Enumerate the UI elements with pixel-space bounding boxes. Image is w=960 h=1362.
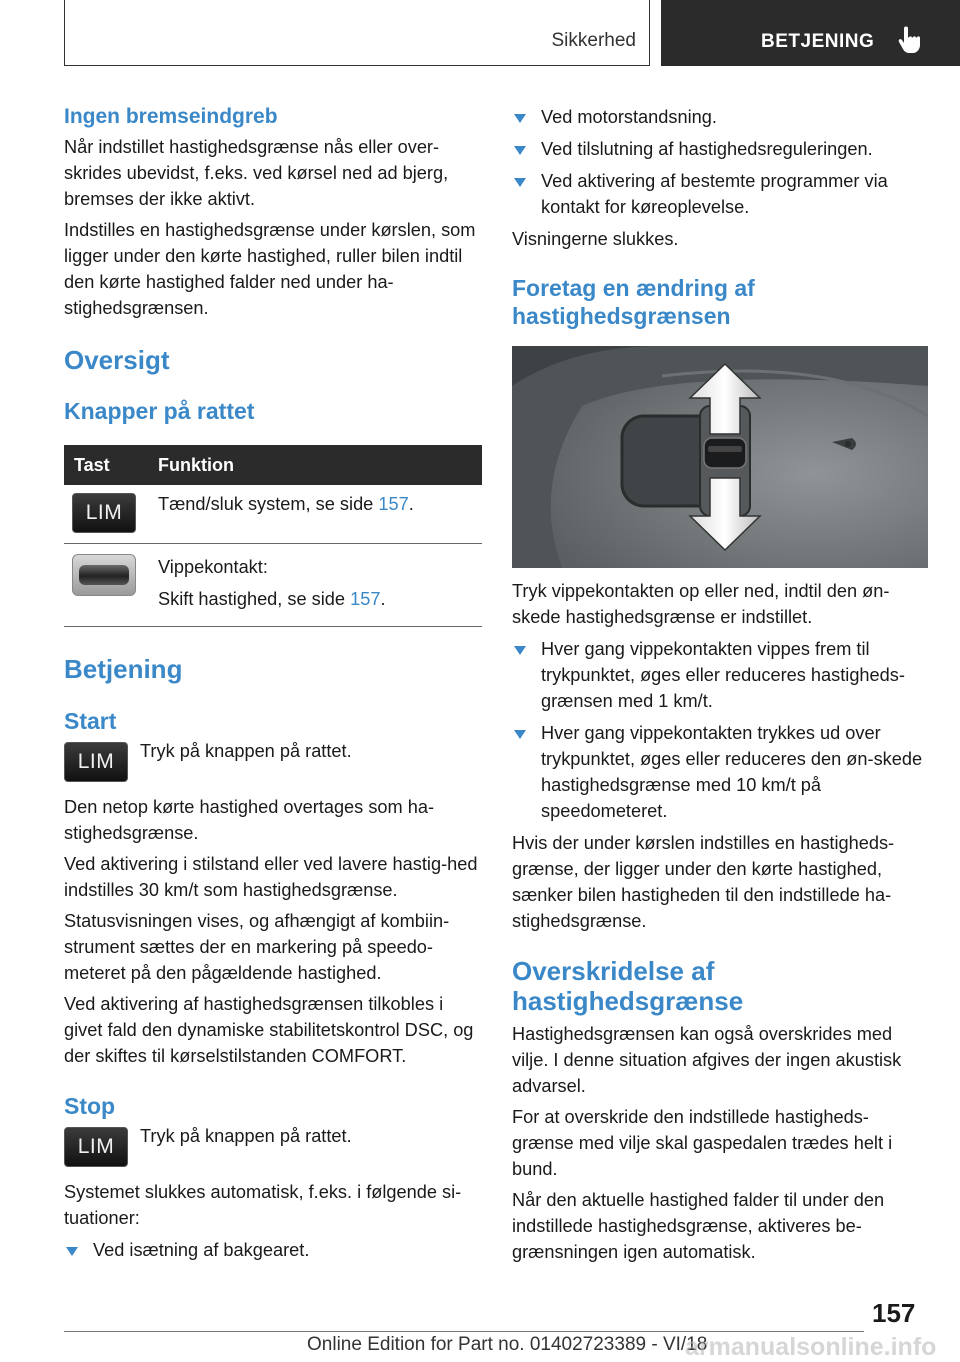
instruction-text: Tryk på knappen på rattet. — [140, 1126, 352, 1146]
paragraph: Den netop kørte hastighed overtages som ha-stighedsgrænse. — [64, 797, 435, 843]
list-item: Ved tilslutning af hastighedsreguleringen. — [512, 136, 930, 162]
steering-wheel-illustration — [512, 346, 928, 568]
paragraph: Hvis der under kørslen indstilles en hastigheds-grænse, der ligger under den kørte hastighed, sænker bilen hastigheden til den indstillede ha-stighedsgrænse. — [512, 833, 895, 931]
table-col-header: Tast — [64, 445, 158, 485]
header-chapter-tab — [661, 0, 960, 66]
bullet-list — [64, 1237, 482, 1263]
table-row: LIM Tænd/sluk system, se side 157. — [64, 485, 482, 544]
paragraph: Ved aktivering i stilstand eller ved lavere hastig-hed indstilles 30 km/t som hastighedsgrænse. — [64, 854, 478, 900]
table-row: Vippekontakt: Skift hastighed, se side 157. — [64, 544, 482, 627]
heading-exceed-limit: Overskridelse af hastighedsgrænse — [512, 956, 744, 1016]
heading-overview: Oversigt — [64, 345, 170, 375]
table-header-row — [64, 445, 482, 485]
page-link[interactable]: 157 — [378, 494, 409, 514]
rocker-switch-icon — [72, 554, 136, 596]
list-item: Ved isætning af bakgearet. — [64, 1237, 482, 1263]
paragraph: Ved aktivering af hastighedsgrænsen tilkobles i givet fald den dynamiske stabilitetskontrol DSC, og der skiftes til kørselstilstanden COMFORT. — [64, 994, 474, 1066]
footer-divider — [64, 1331, 864, 1332]
table-cell-text: Tænd/sluk system, se side — [158, 494, 379, 514]
page-link[interactable]: 157 — [350, 589, 381, 609]
list-item: Ved aktivering af bestemte programmer via kontakt for køreoplevelse. — [512, 168, 930, 220]
heading-change-limit: Foretag en ændring af hastighedsgrænsen — [512, 275, 755, 329]
header-section-title: Sikkerhed — [551, 30, 636, 51]
lim-button-icon: LIM — [64, 1127, 128, 1167]
stop-instruction — [64, 1123, 482, 1167]
heading-operation: Betjening — [64, 654, 183, 684]
footer-edition: Online Edition for Part no. 01402723389 - VI/18 — [307, 1334, 708, 1355]
page-number: 157 — [872, 1298, 916, 1328]
heading-start: Start — [64, 708, 117, 734]
instruction-text: Tryk på knappen på rattet. — [140, 741, 352, 761]
paragraph: Visningerne slukkes. — [512, 229, 679, 249]
paragraph: Når den aktuelle hastighed falder til under den indstillede hastighedsgrænse, aktiveres be-grænsningen igen automatisk. — [512, 1190, 885, 1262]
bullet-list — [512, 636, 930, 824]
paragraph: Hastighedsgrænsen kan også overskrides med vilje. I denne situation afgives der ingen akustisk advarsel. — [512, 1024, 902, 1096]
paragraph: Når indstillet hastighedsgrænse nås eller over-skrides ubevidst, f.eks. ved kørsel ned ad bjerg, bremses der ikke aktivt. — [64, 137, 449, 209]
start-instruction — [64, 738, 482, 782]
hand-pointer-icon — [898, 26, 922, 54]
paragraph: Statusvisningen vises, og afhængigt af kombiin-strument sættes der en markering på speedo-meteret på den pågældende hastighed. — [64, 911, 450, 983]
keys-table — [64, 445, 482, 627]
paragraph: Indstilles en hastighedsgrænse under kørslen, som ligger under den kørte hastighed, ruller bilen indtil den kørte hastighed falder ned under ha-stighedsgrænsen. — [64, 220, 476, 318]
watermark: armanualsonline.info — [685, 1333, 937, 1361]
heading-no-brake: Ingen bremseindgreb — [64, 105, 278, 128]
left-column — [64, 104, 482, 1269]
list-item: Hver gang vippekontakten vippes frem til trykpunktet, øges eller reduceres hastigheds-grænsen med 1 km/t. — [512, 636, 930, 714]
paragraph: Tryk vippekontakten op eller ned, indtil den øn-skede hastighedsgrænse er indstillet. — [512, 581, 890, 627]
heading-buttons: Knapper på rattet — [64, 398, 255, 424]
list-item: Hver gang vippekontakten trykkes ud over trykpunktet, øges eller reduceres den øn-skede hastighedsgrænse med 10 km/t på speedometeret. — [512, 720, 930, 824]
header-chapter-title: BETJENING — [761, 31, 875, 52]
right-column — [512, 104, 930, 1265]
paragraph: For at overskride den indstillede hastigheds-grænse med vilje skal gaspedalen trædes helt i bund. — [512, 1107, 893, 1179]
bullet-list — [512, 104, 930, 220]
page-header — [64, 0, 960, 66]
table-cell-text: Skift hastighed, se side — [158, 589, 351, 609]
table-cell-text: Vippekontakt: — [158, 557, 268, 577]
heading-stop: Stop — [64, 1093, 116, 1119]
paragraph: Systemet slukkes automatisk, f.eks. i følgende si-tuationer: — [64, 1182, 462, 1228]
table-col-header: Funktion — [158, 445, 482, 485]
lim-button-icon: LIM — [64, 742, 128, 782]
lim-button-icon: LIM — [72, 493, 136, 533]
list-item: Ved motorstandsning. — [512, 104, 930, 130]
